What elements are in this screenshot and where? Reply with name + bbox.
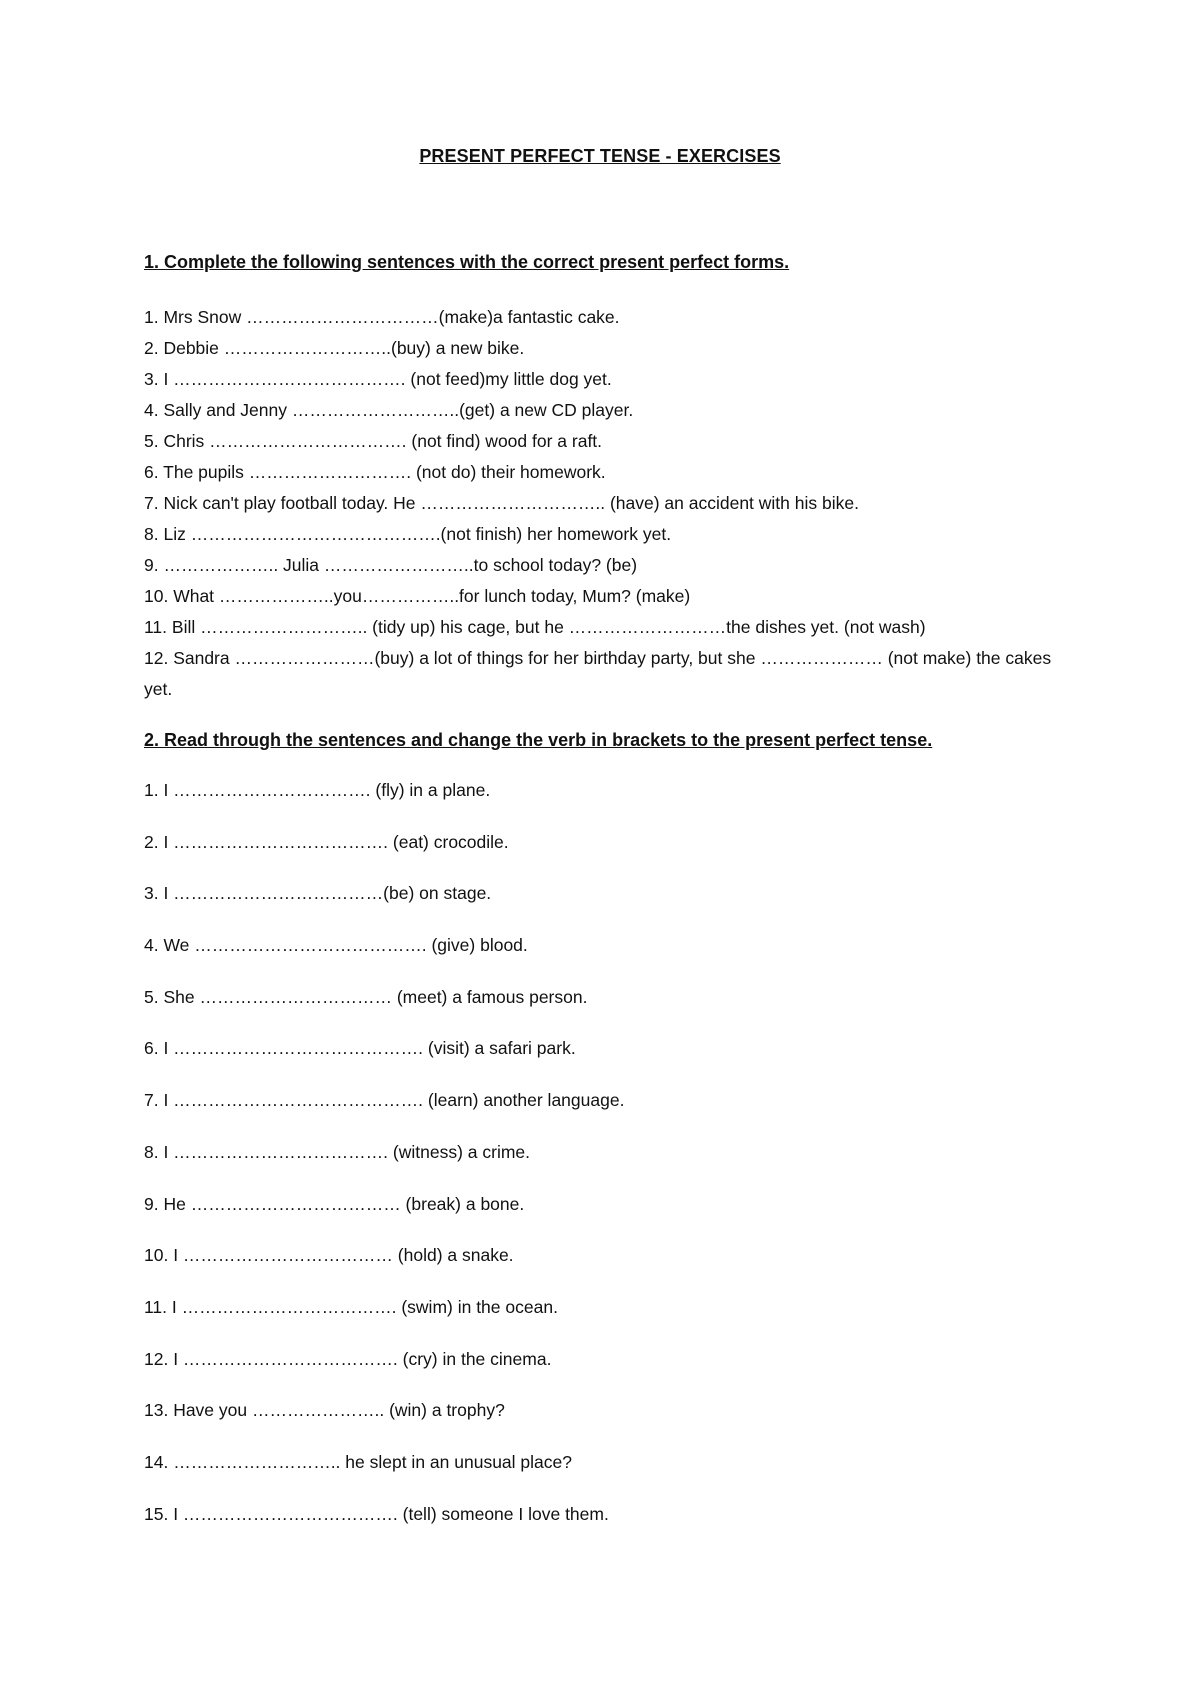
exercise-1-item-5: 5. Chris ……………………………. (not find) wood for a raft. <box>144 431 603 451</box>
exercise-1-item-6: 6. The pupils ………………………. (not do) their homework. <box>144 462 606 482</box>
exercise-1-item-8: 8. Liz …………………………………….(not finish) her homework yet. <box>144 524 672 544</box>
exercise-2-item-10: 10. I ……………………………… (hold) a snake. <box>144 1245 514 1266</box>
exercise-1-item-11: 11. Bill ……………………….. (tidy up) his cage, but he ………………………the dishes yet. (not wash) <box>144 617 926 637</box>
exercise-2-item-1: 1. I ……………………………. (fly) in a plane. <box>144 780 491 800</box>
exercise-1-item-9: 9. ……………….. Julia ……………………..to school today? (be) <box>144 555 638 575</box>
exercise-1-item-10: 10. What ………………..you……………..for lunch today, Mum? (make) <box>144 586 691 606</box>
exercise-2-item-13: 13. Have you ………………….. (win) a trophy? <box>144 1400 505 1421</box>
exercise-2-item-11: 11. I ………………………………. (swim) in the ocean. <box>144 1296 558 1317</box>
exercise-1-item-3: 3. I …………………………………. (not feed)my little dog yet. <box>144 369 612 389</box>
exercise-1-item-2: 2. Debbie ………………………..(buy) a new bike. <box>144 338 525 358</box>
exercise-1-list <box>144 302 1064 705</box>
exercise-2-heading: 2. Read through the sentences and change the verb in brackets to the present perfect tense. <box>144 730 933 750</box>
exercise-2-item-2: 2. I ………………………………. (eat) crocodile. <box>144 831 509 852</box>
page-title: PRESENT PERFECT TENSE - EXERCISES <box>419 146 781 166</box>
exercise-1-heading: 1. Complete the following sentences with the correct present perfect forms. <box>144 252 790 272</box>
exercise-2-item-5: 5. She …………………………… (meet) a famous person. <box>144 986 588 1007</box>
exercise-1-item-7: 7. Nick can't play football today. He ………………………….. (have) an accident with his bike. <box>144 493 859 513</box>
exercise-2-item-9: 9. He ……………………………… (break) a bone. <box>144 1193 525 1214</box>
exercise-1-item-12: 12. Sandra ……………………(buy) a lot of things for her birthday party, but she ………………… (not make) the cakes yet. <box>144 648 1052 699</box>
exercise-2-list <box>144 779 624 1554</box>
exercise-2-item-8: 8. I ………………………………. (witness) a crime. <box>144 1141 531 1162</box>
exercise-2-item-4: 4. We …………………………………. (give) blood. <box>144 935 528 956</box>
exercise-2-item-6: 6. I ……………………………………. (visit) a safari park. <box>144 1038 576 1059</box>
exercise-1-item-4: 4. Sally and Jenny ………………………..(get) a new CD player. <box>144 400 634 420</box>
exercise-2-item-12: 12. I ………………………………. (cry) in the cinema. <box>144 1348 552 1369</box>
exercise-1-item-1: 1. Mrs Snow ……………………………(make)a fantastic cake. <box>144 307 620 327</box>
exercise-2-item-14: 14. ……………………….. he slept in an unusual place? <box>144 1451 572 1472</box>
exercise-2-item-3: 3. I ………………………………(be) on stage. <box>144 883 492 904</box>
exercise-2-item-7: 7. I ……………………………………. (learn) another language. <box>144 1090 625 1111</box>
exercise-2-item-15: 15. I ………………………………. (tell) someone I love them. <box>144 1503 609 1524</box>
